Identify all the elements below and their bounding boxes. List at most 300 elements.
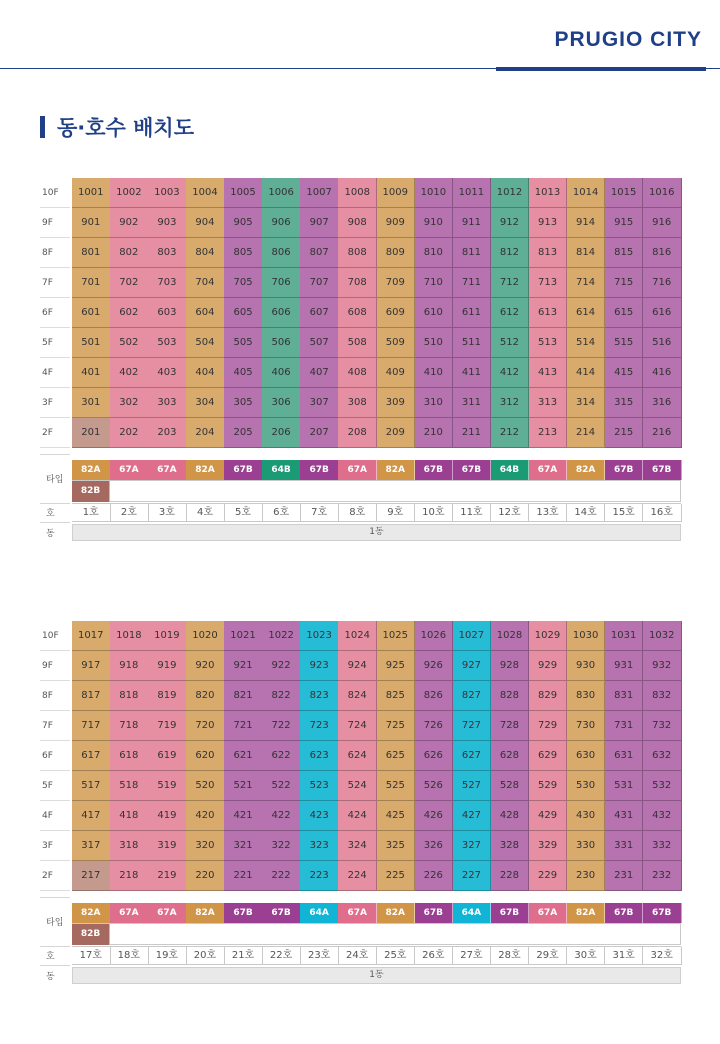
unit-cell[interactable]: 920 xyxy=(186,651,225,681)
unit-cell[interactable]: 709 xyxy=(377,268,416,298)
unit-cell[interactable]: 622 xyxy=(262,741,301,771)
unit-cell[interactable]: 1029 xyxy=(529,621,568,651)
unit-cell[interactable]: 923 xyxy=(300,651,339,681)
unit-cell[interactable]: 724 xyxy=(338,711,377,741)
dong-label: 동 xyxy=(46,529,55,539)
unit-cell[interactable]: 225 xyxy=(377,861,416,891)
unit-cell[interactable]: 819 xyxy=(148,681,187,711)
unit-cell[interactable]: 220 xyxy=(186,861,225,891)
unit-cell[interactable]: 704 xyxy=(186,268,225,298)
unit-cell[interactable]: 804 xyxy=(186,238,225,268)
unit-cell[interactable]: 1005 xyxy=(224,178,263,208)
unit-cell[interactable]: 928 xyxy=(491,651,530,681)
unit-cell[interactable]: 712 xyxy=(491,268,530,298)
unit-cell[interactable]: 907 xyxy=(300,208,339,238)
unit-cell[interactable]: 330 xyxy=(567,831,606,861)
unit-cell[interactable]: 218 xyxy=(110,861,149,891)
unit-cell[interactable]: 602 xyxy=(110,298,149,328)
unit-cell[interactable]: 404 xyxy=(186,358,225,388)
unit-cell[interactable]: 922 xyxy=(262,651,301,681)
unit-cell[interactable]: 810 xyxy=(415,238,454,268)
unit-cell[interactable]: 408 xyxy=(338,358,377,388)
unit-cell[interactable]: 612 xyxy=(491,298,530,328)
unit-cell[interactable]: 618 xyxy=(110,741,149,771)
unit-cell[interactable]: 432 xyxy=(643,801,682,831)
unit-cell[interactable]: 324 xyxy=(338,831,377,861)
unit-cell[interactable]: 1017 xyxy=(72,621,111,651)
unit-cell[interactable]: 710 xyxy=(415,268,454,298)
unit-cell[interactable]: 411 xyxy=(453,358,492,388)
unit-cell[interactable]: 918 xyxy=(110,651,149,681)
unit-cell[interactable]: 707 xyxy=(300,268,339,298)
unit-cell[interactable]: 1019 xyxy=(148,621,187,651)
unit-cell[interactable]: 921 xyxy=(224,651,263,681)
unit-cell[interactable]: 728 xyxy=(491,711,530,741)
unit-cell[interactable]: 623 xyxy=(300,741,339,771)
unit-cell[interactable]: 409 xyxy=(377,358,416,388)
unit-cell[interactable]: 530 xyxy=(567,771,606,801)
unit-cell[interactable]: 505 xyxy=(224,328,263,358)
unit-cell[interactable]: 304 xyxy=(186,388,225,418)
unit-cell[interactable]: 713 xyxy=(529,268,568,298)
unit-cell[interactable]: 630 xyxy=(567,741,606,771)
unit-cell[interactable]: 307 xyxy=(300,388,339,418)
unit-cell[interactable]: 501 xyxy=(72,328,111,358)
unit-cell[interactable]: 825 xyxy=(377,681,416,711)
unit-cell[interactable]: 514 xyxy=(567,328,606,358)
unit-cell[interactable]: 313 xyxy=(529,388,568,418)
type-chip: 67A xyxy=(338,460,377,480)
unit-cell[interactable]: 518 xyxy=(110,771,149,801)
unit-cell[interactable]: 329 xyxy=(529,831,568,861)
unit-cell[interactable]: 517 xyxy=(72,771,111,801)
unit-cell[interactable]: 312 xyxy=(491,388,530,418)
unit-cell[interactable]: 806 xyxy=(262,238,301,268)
unit-cell[interactable]: 626 xyxy=(415,741,454,771)
unit-cell[interactable]: 306 xyxy=(262,388,301,418)
unit-cell[interactable]: 1011 xyxy=(453,178,492,208)
unit-cell[interactable]: 906 xyxy=(262,208,301,238)
unit-cell[interactable]: 204 xyxy=(186,418,225,448)
ho-cell: 21호 xyxy=(224,947,263,965)
unit-cell[interactable]: 430 xyxy=(567,801,606,831)
unit-cell[interactable]: 415 xyxy=(605,358,644,388)
unit-cell[interactable]: 314 xyxy=(567,388,606,418)
unit-cell[interactable]: 616 xyxy=(643,298,682,328)
unit-cell[interactable]: 1023 xyxy=(300,621,339,651)
unit-cell[interactable]: 527 xyxy=(453,771,492,801)
unit-cell[interactable]: 628 xyxy=(491,741,530,771)
unit-cell[interactable]: 614 xyxy=(567,298,606,328)
unit-cell[interactable]: 914 xyxy=(567,208,606,238)
unit-cell[interactable]: 322 xyxy=(262,831,301,861)
unit-cell[interactable]: 416 xyxy=(643,358,682,388)
unit-cell[interactable]: 730 xyxy=(567,711,606,741)
unit-cell[interactable]: 210 xyxy=(415,418,454,448)
unit-cell[interactable]: 605 xyxy=(224,298,263,328)
unit-cell[interactable]: 805 xyxy=(224,238,263,268)
unit-cell[interactable]: 1007 xyxy=(300,178,339,208)
unit-cell[interactable]: 919 xyxy=(148,651,187,681)
unit-cell[interactable]: 223 xyxy=(300,861,339,891)
unit-cell[interactable]: 818 xyxy=(110,681,149,711)
unit-cell[interactable]: 222 xyxy=(262,861,301,891)
unit-cell[interactable]: 911 xyxy=(453,208,492,238)
unit-cell[interactable]: 203 xyxy=(148,418,187,448)
unit-cell[interactable]: 303 xyxy=(148,388,187,418)
unit-cell[interactable]: 516 xyxy=(643,328,682,358)
unit-cell[interactable]: 421 xyxy=(224,801,263,831)
unit-cell[interactable]: 801 xyxy=(72,238,111,268)
unit-cell[interactable]: 631 xyxy=(605,741,644,771)
unit-cell[interactable]: 525 xyxy=(377,771,416,801)
unit-cell[interactable]: 829 xyxy=(529,681,568,711)
unit-cell[interactable]: 504 xyxy=(186,328,225,358)
unit-cell[interactable]: 521 xyxy=(224,771,263,801)
unit-cell[interactable]: 913 xyxy=(529,208,568,238)
unit-cell[interactable]: 702 xyxy=(110,268,149,298)
unit-cell[interactable]: 811 xyxy=(453,238,492,268)
ho-cell: 2호 xyxy=(110,504,149,522)
unit-cell[interactable]: 215 xyxy=(605,418,644,448)
unit-cell[interactable]: 310 xyxy=(415,388,454,418)
unit-cell[interactable]: 803 xyxy=(148,238,187,268)
unit-cell[interactable]: 808 xyxy=(338,238,377,268)
unit-cell[interactable]: 610 xyxy=(415,298,454,328)
unit-cell[interactable]: 208 xyxy=(338,418,377,448)
unit-cell[interactable]: 1009 xyxy=(377,178,416,208)
unit-cell[interactable]: 519 xyxy=(148,771,187,801)
unit-cell[interactable]: 721 xyxy=(224,711,263,741)
unit-cell[interactable]: 1003 xyxy=(148,178,187,208)
unit-cell[interactable]: 930 xyxy=(567,651,606,681)
unit-cell[interactable]: 823 xyxy=(300,681,339,711)
unit-cell[interactable]: 720 xyxy=(186,711,225,741)
unit-cell[interactable]: 229 xyxy=(529,861,568,891)
unit-cell[interactable]: 201 xyxy=(72,418,111,448)
unit-cell[interactable]: 1020 xyxy=(186,621,225,651)
unit-cell[interactable]: 302 xyxy=(110,388,149,418)
unit-cell[interactable]: 230 xyxy=(567,861,606,891)
unit-cell[interactable]: 1018 xyxy=(110,621,149,651)
unit-cell[interactable]: 625 xyxy=(377,741,416,771)
unit-cell[interactable]: 212 xyxy=(491,418,530,448)
unit-cell[interactable]: 509 xyxy=(377,328,416,358)
unit-cell[interactable]: 429 xyxy=(529,801,568,831)
unit-cell[interactable]: 1016 xyxy=(643,178,682,208)
unit-cell[interactable]: 915 xyxy=(605,208,644,238)
unit-cell[interactable]: 1012 xyxy=(491,178,530,208)
unit-cell[interactable]: 427 xyxy=(453,801,492,831)
unit-cell[interactable]: 632 xyxy=(643,741,682,771)
unit-cell[interactable]: 412 xyxy=(491,358,530,388)
unit-cell[interactable]: 608 xyxy=(338,298,377,328)
unit-cell[interactable]: 912 xyxy=(491,208,530,238)
unit-cell[interactable]: 908 xyxy=(338,208,377,238)
unit-cell[interactable]: 503 xyxy=(148,328,187,358)
unit-cell[interactable]: 407 xyxy=(300,358,339,388)
unit-cell[interactable]: 1014 xyxy=(567,178,606,208)
type-chip: 82A xyxy=(377,460,416,480)
unit-cell[interactable]: 419 xyxy=(148,801,187,831)
unit-cell[interactable]: 323 xyxy=(300,831,339,861)
unit-cell[interactable]: 532 xyxy=(643,771,682,801)
unit-cell[interactable]: 815 xyxy=(605,238,644,268)
unit-cell[interactable]: 217 xyxy=(72,861,111,891)
unit-cell[interactable]: 428 xyxy=(491,801,530,831)
floor-label: 2F xyxy=(42,428,53,438)
unit-cell[interactable]: 320 xyxy=(186,831,225,861)
unit-cell[interactable]: 319 xyxy=(148,831,187,861)
unit-cell[interactable]: 927 xyxy=(453,651,492,681)
unit-cell[interactable]: 414 xyxy=(567,358,606,388)
unit-cell[interactable]: 507 xyxy=(300,328,339,358)
unit-cell[interactable]: 714 xyxy=(567,268,606,298)
unit-cell[interactable]: 624 xyxy=(338,741,377,771)
unit-cell[interactable]: 813 xyxy=(529,238,568,268)
unit-cell[interactable]: 431 xyxy=(605,801,644,831)
unit-cell[interactable]: 228 xyxy=(491,861,530,891)
unit-cell[interactable]: 830 xyxy=(567,681,606,711)
unit-cell[interactable]: 209 xyxy=(377,418,416,448)
unit-cell[interactable]: 226 xyxy=(415,861,454,891)
unit-cell[interactable]: 1015 xyxy=(605,178,644,208)
unit-cell[interactable]: 211 xyxy=(453,418,492,448)
unit-cell[interactable]: 515 xyxy=(605,328,644,358)
unit-cell[interactable]: 1028 xyxy=(491,621,530,651)
unit-cell[interactable]: 308 xyxy=(338,388,377,418)
unit-cell[interactable]: 1030 xyxy=(567,621,606,651)
unit-cell[interactable]: 809 xyxy=(377,238,416,268)
unit-cell[interactable]: 221 xyxy=(224,861,263,891)
unit-cell[interactable]: 603 xyxy=(148,298,187,328)
unit-cell[interactable]: 901 xyxy=(72,208,111,238)
unit-cell[interactable]: 524 xyxy=(338,771,377,801)
unit-cell[interactable]: 827 xyxy=(453,681,492,711)
unit-cell[interactable]: 405 xyxy=(224,358,263,388)
unit-cell[interactable]: 708 xyxy=(338,268,377,298)
unit-cell[interactable]: 1025 xyxy=(377,621,416,651)
unit-cell[interactable]: 824 xyxy=(338,681,377,711)
unit-cell[interactable]: 606 xyxy=(262,298,301,328)
unit-cell[interactable]: 207 xyxy=(300,418,339,448)
unit-cell[interactable]: 510 xyxy=(415,328,454,358)
unit-cell[interactable]: 1026 xyxy=(415,621,454,651)
unit-cell[interactable]: 925 xyxy=(377,651,416,681)
unit-cell[interactable]: 816 xyxy=(643,238,682,268)
unit-cell[interactable]: 316 xyxy=(643,388,682,418)
unit-cell[interactable]: 506 xyxy=(262,328,301,358)
unit-cell[interactable]: 1004 xyxy=(186,178,225,208)
unit-cell[interactable]: 916 xyxy=(643,208,682,238)
unit-cell[interactable]: 715 xyxy=(605,268,644,298)
unit-cell[interactable]: 705 xyxy=(224,268,263,298)
unit-cell[interactable]: 418 xyxy=(110,801,149,831)
unit-cell[interactable]: 406 xyxy=(262,358,301,388)
unit-cell[interactable]: 321 xyxy=(224,831,263,861)
unit-cell[interactable]: 305 xyxy=(224,388,263,418)
unit-cell[interactable]: 311 xyxy=(453,388,492,418)
unit-cell[interactable]: 1010 xyxy=(415,178,454,208)
type-chip: 64A xyxy=(300,903,339,923)
unit-cell[interactable]: 423 xyxy=(300,801,339,831)
type-chip: 67B xyxy=(643,903,682,923)
unit-cell[interactable]: 716 xyxy=(643,268,682,298)
unit-cell[interactable]: 1024 xyxy=(338,621,377,651)
unit-cell[interactable]: 227 xyxy=(453,861,492,891)
unit-cell[interactable]: 701 xyxy=(72,268,111,298)
unit-cell[interactable]: 822 xyxy=(262,681,301,711)
unit-cell[interactable]: 224 xyxy=(338,861,377,891)
unit-cell[interactable]: 425 xyxy=(377,801,416,831)
unit-cell[interactable]: 512 xyxy=(491,328,530,358)
unit-cell[interactable]: 513 xyxy=(529,328,568,358)
unit-cell[interactable]: 301 xyxy=(72,388,111,418)
unit-cell[interactable]: 722 xyxy=(262,711,301,741)
unit-cell[interactable]: 817 xyxy=(72,681,111,711)
unit-cell[interactable]: 326 xyxy=(415,831,454,861)
unit-cell[interactable]: 420 xyxy=(186,801,225,831)
unit-cell[interactable]: 826 xyxy=(415,681,454,711)
ho-label: 호 xyxy=(46,509,55,519)
unit-cell[interactable]: 1022 xyxy=(262,621,301,651)
unit-cell[interactable]: 317 xyxy=(72,831,111,861)
unit-cell[interactable]: 932 xyxy=(643,651,682,681)
unit-cell[interactable]: 520 xyxy=(186,771,225,801)
unit-cell[interactable]: 613 xyxy=(529,298,568,328)
unit-cell[interactable]: 723 xyxy=(300,711,339,741)
floor-label: 3F xyxy=(42,841,53,851)
unit-cell[interactable]: 629 xyxy=(529,741,568,771)
unit-cell[interactable]: 327 xyxy=(453,831,492,861)
unit-cell[interactable]: 812 xyxy=(491,238,530,268)
unit-cell[interactable]: 831 xyxy=(605,681,644,711)
unit-cell[interactable]: 717 xyxy=(72,711,111,741)
unit-cell[interactable]: 232 xyxy=(643,861,682,891)
unit-cell[interactable]: 905 xyxy=(224,208,263,238)
unit-cell[interactable]: 1001 xyxy=(72,178,111,208)
unit-cell[interactable]: 1027 xyxy=(453,621,492,651)
unit-cell[interactable]: 1032 xyxy=(643,621,682,651)
unit-cell[interactable]: 422 xyxy=(262,801,301,831)
unit-cell[interactable]: 216 xyxy=(643,418,682,448)
unit-cell[interactable]: 807 xyxy=(300,238,339,268)
unit-cell[interactable]: 511 xyxy=(453,328,492,358)
unit-cell[interactable]: 309 xyxy=(377,388,416,418)
unit-cell[interactable]: 214 xyxy=(567,418,606,448)
unit-cell[interactable]: 601 xyxy=(72,298,111,328)
unit-cell[interactable]: 417 xyxy=(72,801,111,831)
unit-cell[interactable]: 206 xyxy=(262,418,301,448)
unit-cell[interactable]: 910 xyxy=(415,208,454,238)
unit-cell[interactable]: 917 xyxy=(72,651,111,681)
unit-cell[interactable]: 703 xyxy=(148,268,187,298)
unit-cell[interactable]: 909 xyxy=(377,208,416,238)
unit-cell[interactable]: 1006 xyxy=(262,178,301,208)
unit-cell[interactable]: 1002 xyxy=(110,178,149,208)
unit-cell[interactable]: 802 xyxy=(110,238,149,268)
unit-cell[interactable]: 615 xyxy=(605,298,644,328)
unit-cell[interactable]: 711 xyxy=(453,268,492,298)
unit-cell[interactable]: 726 xyxy=(415,711,454,741)
unit-cell[interactable]: 502 xyxy=(110,328,149,358)
unit-cell[interactable]: 725 xyxy=(377,711,416,741)
unit-cell[interactable]: 902 xyxy=(110,208,149,238)
unit-cell[interactable]: 821 xyxy=(224,681,263,711)
unit-cell[interactable]: 931 xyxy=(605,651,644,681)
unit-cell[interactable]: 609 xyxy=(377,298,416,328)
unit-cell[interactable]: 328 xyxy=(491,831,530,861)
unit-cell[interactable]: 531 xyxy=(605,771,644,801)
unit-cell[interactable]: 814 xyxy=(567,238,606,268)
unit-cell[interactable]: 611 xyxy=(453,298,492,328)
unit-cell[interactable]: 508 xyxy=(338,328,377,358)
unit-cell[interactable]: 706 xyxy=(262,268,301,298)
unit-cell[interactable]: 325 xyxy=(377,831,416,861)
unit-cell[interactable]: 607 xyxy=(300,298,339,328)
unit-cell[interactable]: 526 xyxy=(415,771,454,801)
unit-cell[interactable]: 523 xyxy=(300,771,339,801)
unit-cell[interactable]: 718 xyxy=(110,711,149,741)
unit-cell[interactable]: 424 xyxy=(338,801,377,831)
unit-cell[interactable]: 202 xyxy=(110,418,149,448)
unit-cell[interactable]: 719 xyxy=(148,711,187,741)
unit-cell[interactable]: 926 xyxy=(415,651,454,681)
unit-cell[interactable]: 727 xyxy=(453,711,492,741)
unit-cell[interactable]: 820 xyxy=(186,681,225,711)
unit-cell[interactable]: 403 xyxy=(148,358,187,388)
unit-cell[interactable]: 1021 xyxy=(224,621,263,651)
unit-cell[interactable]: 621 xyxy=(224,741,263,771)
unit-cell[interactable]: 315 xyxy=(605,388,644,418)
unit-cell[interactable]: 413 xyxy=(529,358,568,388)
unit-cell[interactable]: 331 xyxy=(605,831,644,861)
unit-cell[interactable]: 1008 xyxy=(338,178,377,208)
unit-cell[interactable]: 832 xyxy=(643,681,682,711)
unit-cell[interactable]: 904 xyxy=(186,208,225,238)
ho-cell: 7호 xyxy=(300,504,339,522)
unit-cell[interactable]: 828 xyxy=(491,681,530,711)
unit-cell[interactable]: 731 xyxy=(605,711,644,741)
unit-cell[interactable]: 332 xyxy=(643,831,682,861)
unit-cell[interactable]: 213 xyxy=(529,418,568,448)
unit-cell[interactable]: 410 xyxy=(415,358,454,388)
unit-cell[interactable]: 426 xyxy=(415,801,454,831)
unit-cell[interactable]: 529 xyxy=(529,771,568,801)
unit-cell[interactable]: 231 xyxy=(605,861,644,891)
unit-cell[interactable]: 619 xyxy=(148,741,187,771)
unit-cell[interactable]: 318 xyxy=(110,831,149,861)
unit-cell[interactable]: 627 xyxy=(453,741,492,771)
unit-cell[interactable]: 620 xyxy=(186,741,225,771)
unit-cell[interactable]: 402 xyxy=(110,358,149,388)
unit-cell[interactable]: 1013 xyxy=(529,178,568,208)
unit-cell[interactable]: 729 xyxy=(529,711,568,741)
unit-cell[interactable]: 617 xyxy=(72,741,111,771)
unit-cell[interactable]: 929 xyxy=(529,651,568,681)
unit-cell[interactable]: 522 xyxy=(262,771,301,801)
type-divider-top xyxy=(40,897,70,898)
unit-cell[interactable]: 604 xyxy=(186,298,225,328)
unit-cell[interactable]: 401 xyxy=(72,358,111,388)
unit-cell[interactable]: 732 xyxy=(643,711,682,741)
unit-cell[interactable]: 1031 xyxy=(605,621,644,651)
unit-cell[interactable]: 903 xyxy=(148,208,187,238)
unit-cell[interactable]: 219 xyxy=(148,861,187,891)
unit-cell[interactable]: 528 xyxy=(491,771,530,801)
unit-cell[interactable]: 924 xyxy=(338,651,377,681)
unit-cell[interactable]: 205 xyxy=(224,418,263,448)
